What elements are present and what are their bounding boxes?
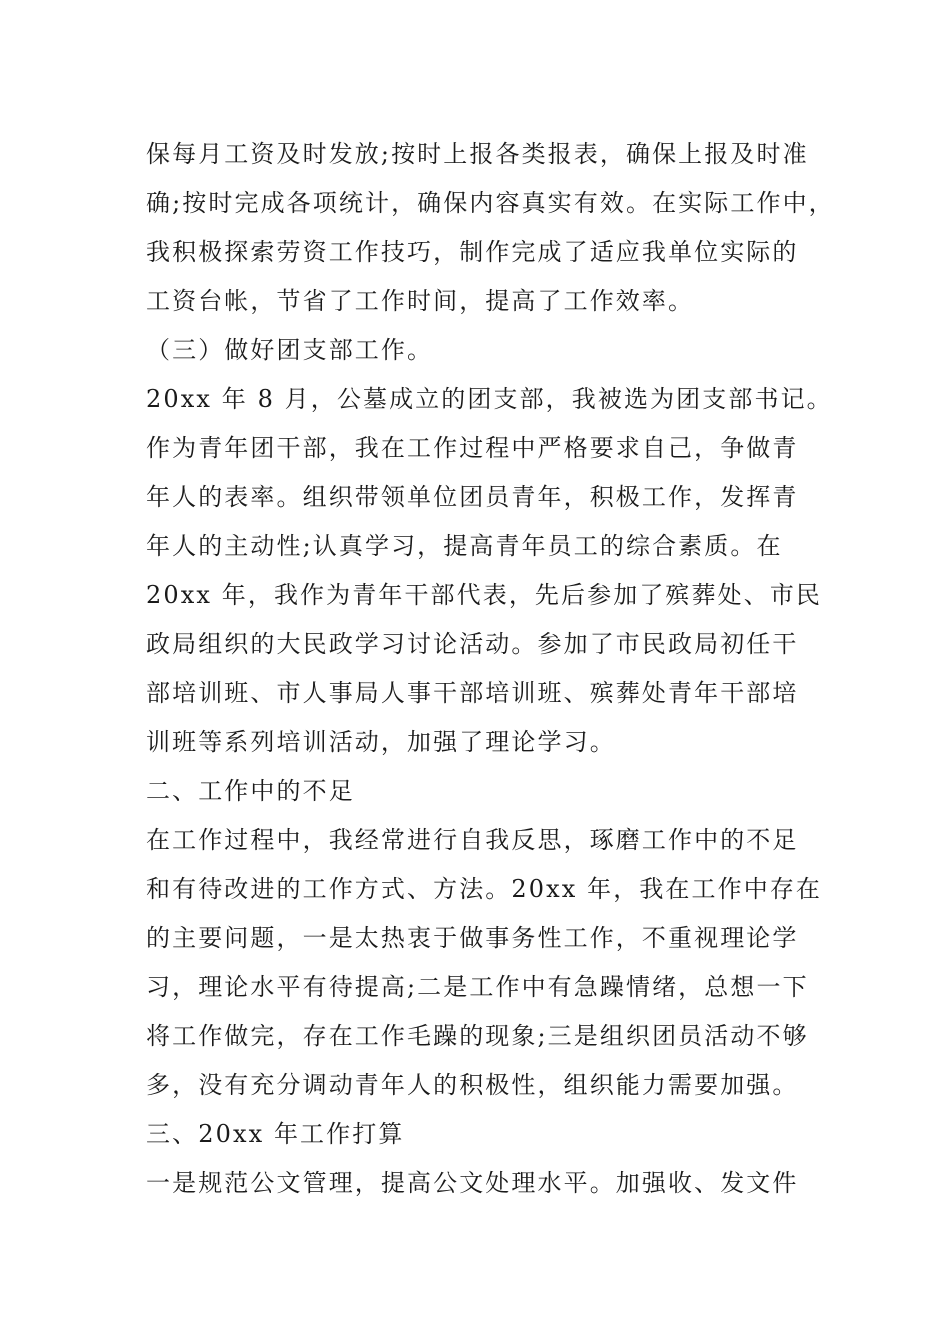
text-line: 训班等系列培训活动，加强了理论学习。 [146, 728, 616, 756]
text-line: 一是规范公文管理，提高公文处理水平。加强收、发文件 [146, 1169, 799, 1197]
section-heading: 三、20xx 年工作打算 [146, 1120, 405, 1148]
section-heading: 二、工作中的不足 [146, 777, 355, 805]
text-line: 作为青年团干部，我在工作过程中严格要求自己，争做青 [146, 434, 799, 462]
text-line: 和有待改进的工作方式、方法。20xx 年，我在工作中存在 [146, 875, 823, 903]
text-line: 政局组织的大民政学习讨论活动。参加了市民政局初任干 [146, 630, 799, 658]
document-body [146, 130, 835, 1208]
text-line: 多，没有充分调动青年人的积极性，组织能力需要加强。 [146, 1071, 799, 1099]
text-line: 20xx 年，我作为青年干部代表，先后参加了殡葬处、市民 [146, 581, 823, 609]
text-line: 保每月工资及时发放;按时上报各类报表，确保上报及时准 [146, 140, 809, 168]
text-line: 年人的表率。组织带领单位团员青年，积极工作，发挥青 [146, 483, 799, 511]
text-line: 确;按时完成各项统计，确保内容真实有效。在实际工作中， [146, 189, 835, 217]
text-line: 我积极探索劳资工作技巧，制作完成了适应我单位实际的 [146, 238, 799, 266]
section-heading: （三）做好团支部工作。 [146, 336, 434, 364]
text-line: 年人的主动性;认真学习，提高青年员工的综合素质。在 [146, 532, 783, 560]
text-line: 在工作过程中，我经常进行自我反思，琢磨工作中的不足 [146, 826, 799, 854]
text-line: 20xx 年 8 月，公墓成立的团支部，我被选为团支部书记。 [146, 385, 833, 413]
text-line: 将工作做完，存在工作毛躁的现象;三是组织团员活动不够 [146, 1022, 809, 1050]
text-line: 习，理论水平有待提高;二是工作中有急躁情绪，总想一下 [146, 973, 809, 1001]
text-line: 部培训班、市人事局人事干部培训班、殡葬处青年干部培 [146, 679, 799, 707]
text-line: 工资台帐，节省了工作时间，提高了工作效率。 [146, 287, 695, 315]
text-line: 的主要问题，一是太热衷于做事务性工作，不重视理论学 [146, 924, 799, 952]
